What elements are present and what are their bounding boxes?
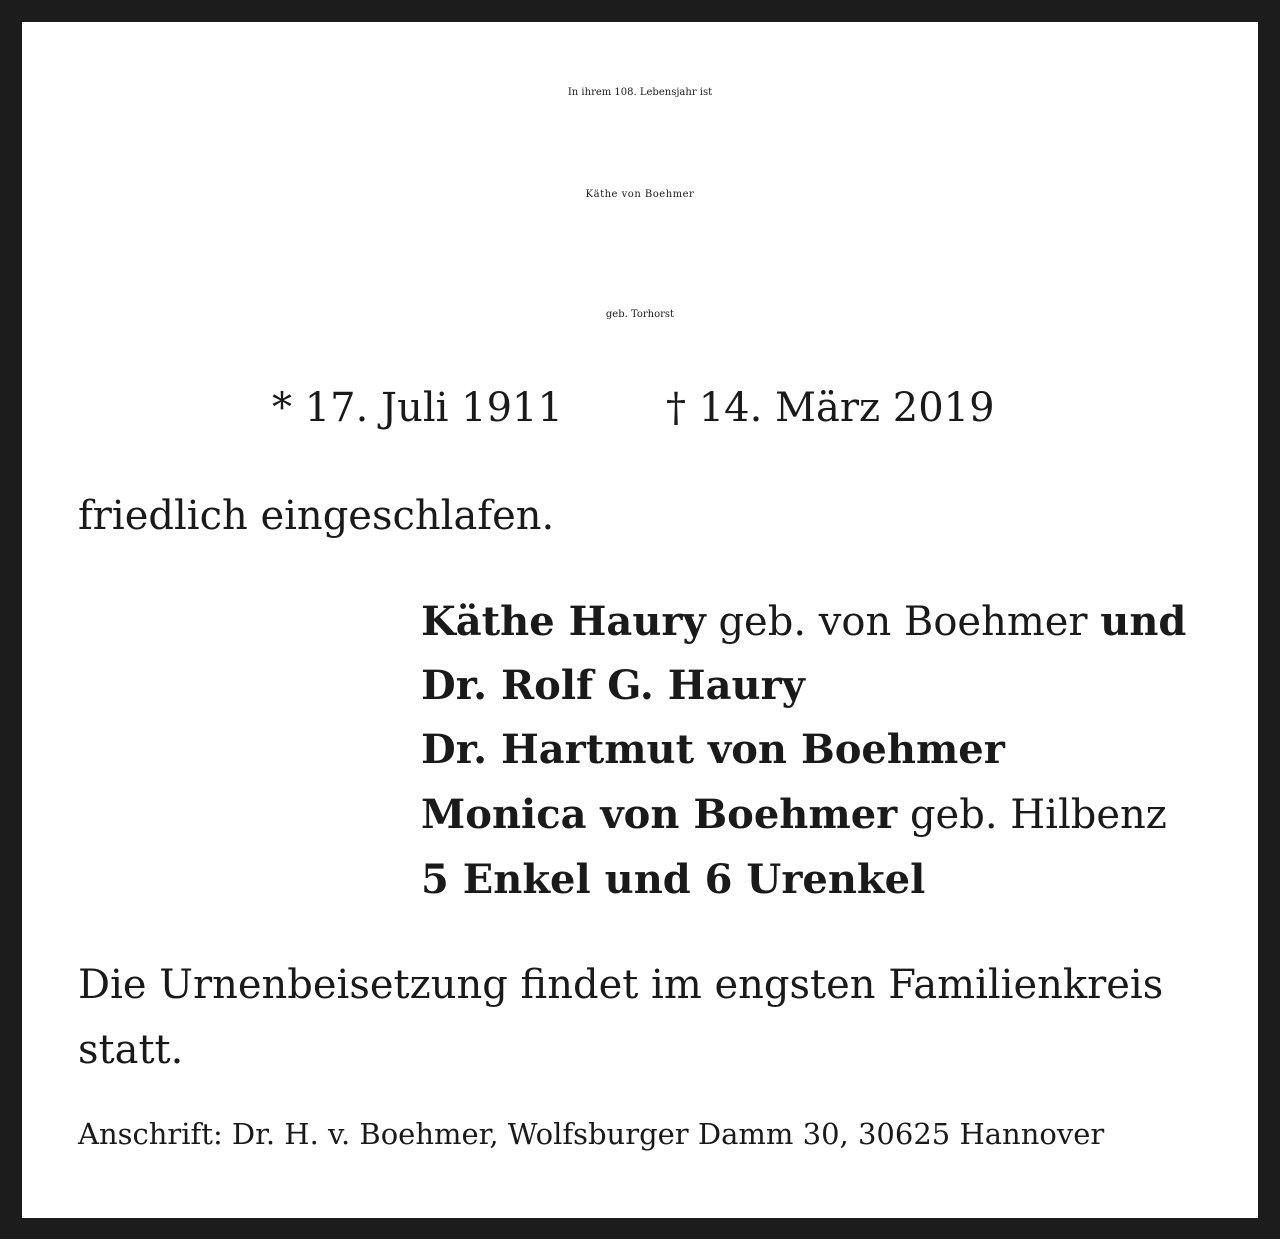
family-line-2: Dr. Rolf G. Haury <box>421 662 805 709</box>
family-conjunction: und <box>1100 598 1187 645</box>
obituary-notice <box>22 22 1258 1218</box>
family-line-4 <box>421 791 1167 838</box>
intro-text: In ihrem 108. Lebensjahr ist <box>567 87 713 98</box>
birth-date: * 17. Juli 1911 <box>272 385 563 431</box>
family-member-name: Käthe Haury <box>421 598 706 645</box>
address-text: Anschrift: Dr. H. v. Boehmer, Wolfsburger Damm 30, 30625 Hannover <box>78 1117 1105 1151</box>
family-member-maiden: geb. Hilbenz <box>897 792 1167 838</box>
deceased-name: Käthe von Boehmer <box>585 189 695 200</box>
death-date: † 14. März 2019 <box>666 385 995 431</box>
burial-text-line-1: Die Urnenbeisetzung findet im engsten Familienkreis <box>78 962 1164 1008</box>
burial-text-line-2: statt. <box>78 1027 184 1073</box>
maiden-name: geb. Torhorst <box>605 309 675 320</box>
family-member-name: Monica von Boehmer <box>421 791 898 838</box>
family-member-maiden: geb. von Boehmer <box>705 599 1101 645</box>
family-line-1 <box>421 598 1187 645</box>
family-line-5: 5 Enkel und 6 Urenkel <box>421 856 926 903</box>
family-line-3: Dr. Hartmut von Boehmer <box>421 726 1005 773</box>
passing-text: friedlich eingeschlafen. <box>78 493 555 539</box>
